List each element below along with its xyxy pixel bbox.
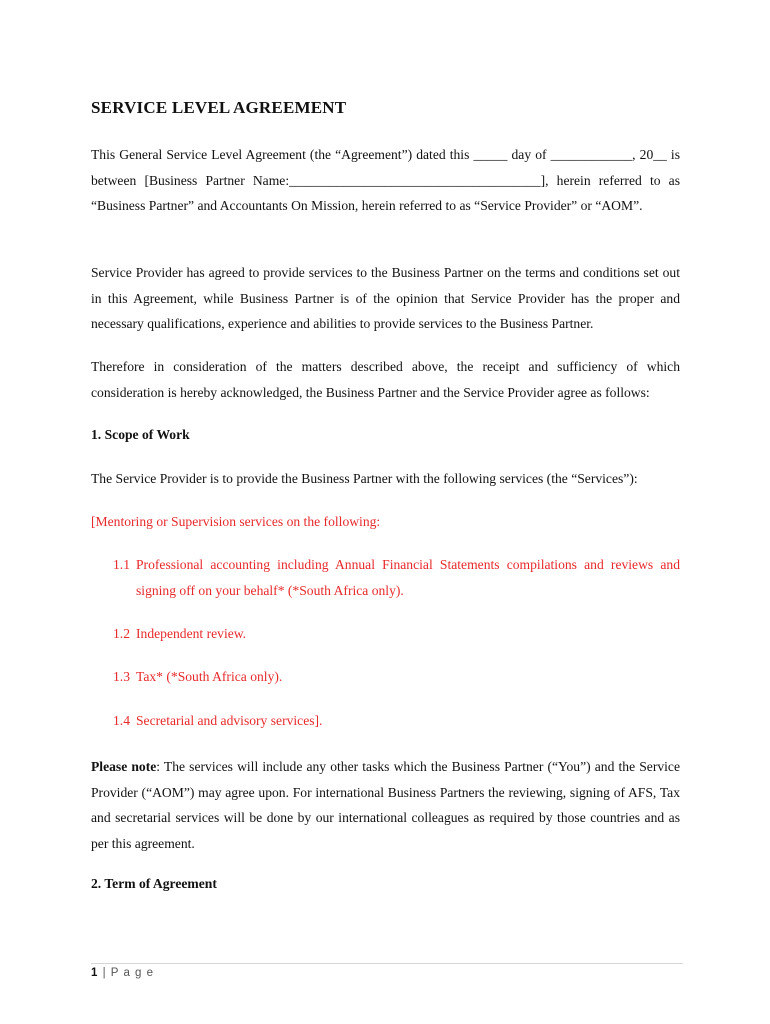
service-text: Secretarial and advisory services]. <box>136 713 323 728</box>
service-item <box>113 708 680 734</box>
page-number: 1 <box>91 967 99 979</box>
service-text: Tax* (*South Africa only). <box>136 669 283 684</box>
service-text: Independent review. <box>136 626 247 641</box>
page-label: | P a g e <box>98 967 155 979</box>
service-item <box>113 621 680 647</box>
service-number: 1.3 <box>113 669 130 684</box>
provider-paragraph: Service Provider has agreed to provide services to the Business Partner on the terms and conditions set out in this Agreement, while Business Partner is of the opinion that Service Provider has the proper and necessary qualifications, experience and abilities to provide services to the Business Partner. <box>91 265 680 331</box>
section-1-heading: 1. Scope of Work <box>91 427 190 442</box>
service-number: 1.4 <box>113 713 130 728</box>
page-footer <box>91 967 154 979</box>
intro-paragraph: This General Service Level Agreement (the “Agreement”) dated this _____ day of ____________, 20__ is between [Business Partner Name:_____________________________________], herein referred to as “Business Partner” and Accountants On Mission, herein referred to as “Service Provider” or “AOM”. <box>91 147 680 213</box>
services-lead: [Mentoring or Supervision services on the following: <box>91 514 381 529</box>
service-text: Professional accounting including Annual Financial Statements compilations and reviews and signing off on your behalf* (*South Africa only). <box>136 557 680 598</box>
please-note-paragraph <box>91 754 680 856</box>
service-item <box>113 664 680 690</box>
service-number: 1.1 <box>113 557 130 572</box>
please-note-text: : The services will include any other tasks which the Business Partner (“You”) and the Service Provider (“AOM”) may agree upon. For international Business Partners the reviewing, signing of AFS, Tax and secretarial services will be done by our international colleagues as required by those countries and as per this agreement. <box>91 759 680 851</box>
please-note-label: Please note <box>91 759 157 774</box>
footer-divider <box>91 963 683 964</box>
consideration-paragraph: Therefore in consideration of the matters described above, the receipt and sufficiency of which consideration is hereby acknowledged, the Business Partner and the Service Provider agree as follows: <box>91 359 680 400</box>
document-title: SERVICE LEVEL AGREEMENT <box>91 98 347 117</box>
service-item <box>113 552 680 603</box>
service-number: 1.2 <box>113 626 130 641</box>
section-2-heading: 2. Term of Agreement <box>91 876 217 891</box>
section-1-intro: The Service Provider is to provide the Business Partner with the following services (the “Services”): <box>91 471 638 486</box>
